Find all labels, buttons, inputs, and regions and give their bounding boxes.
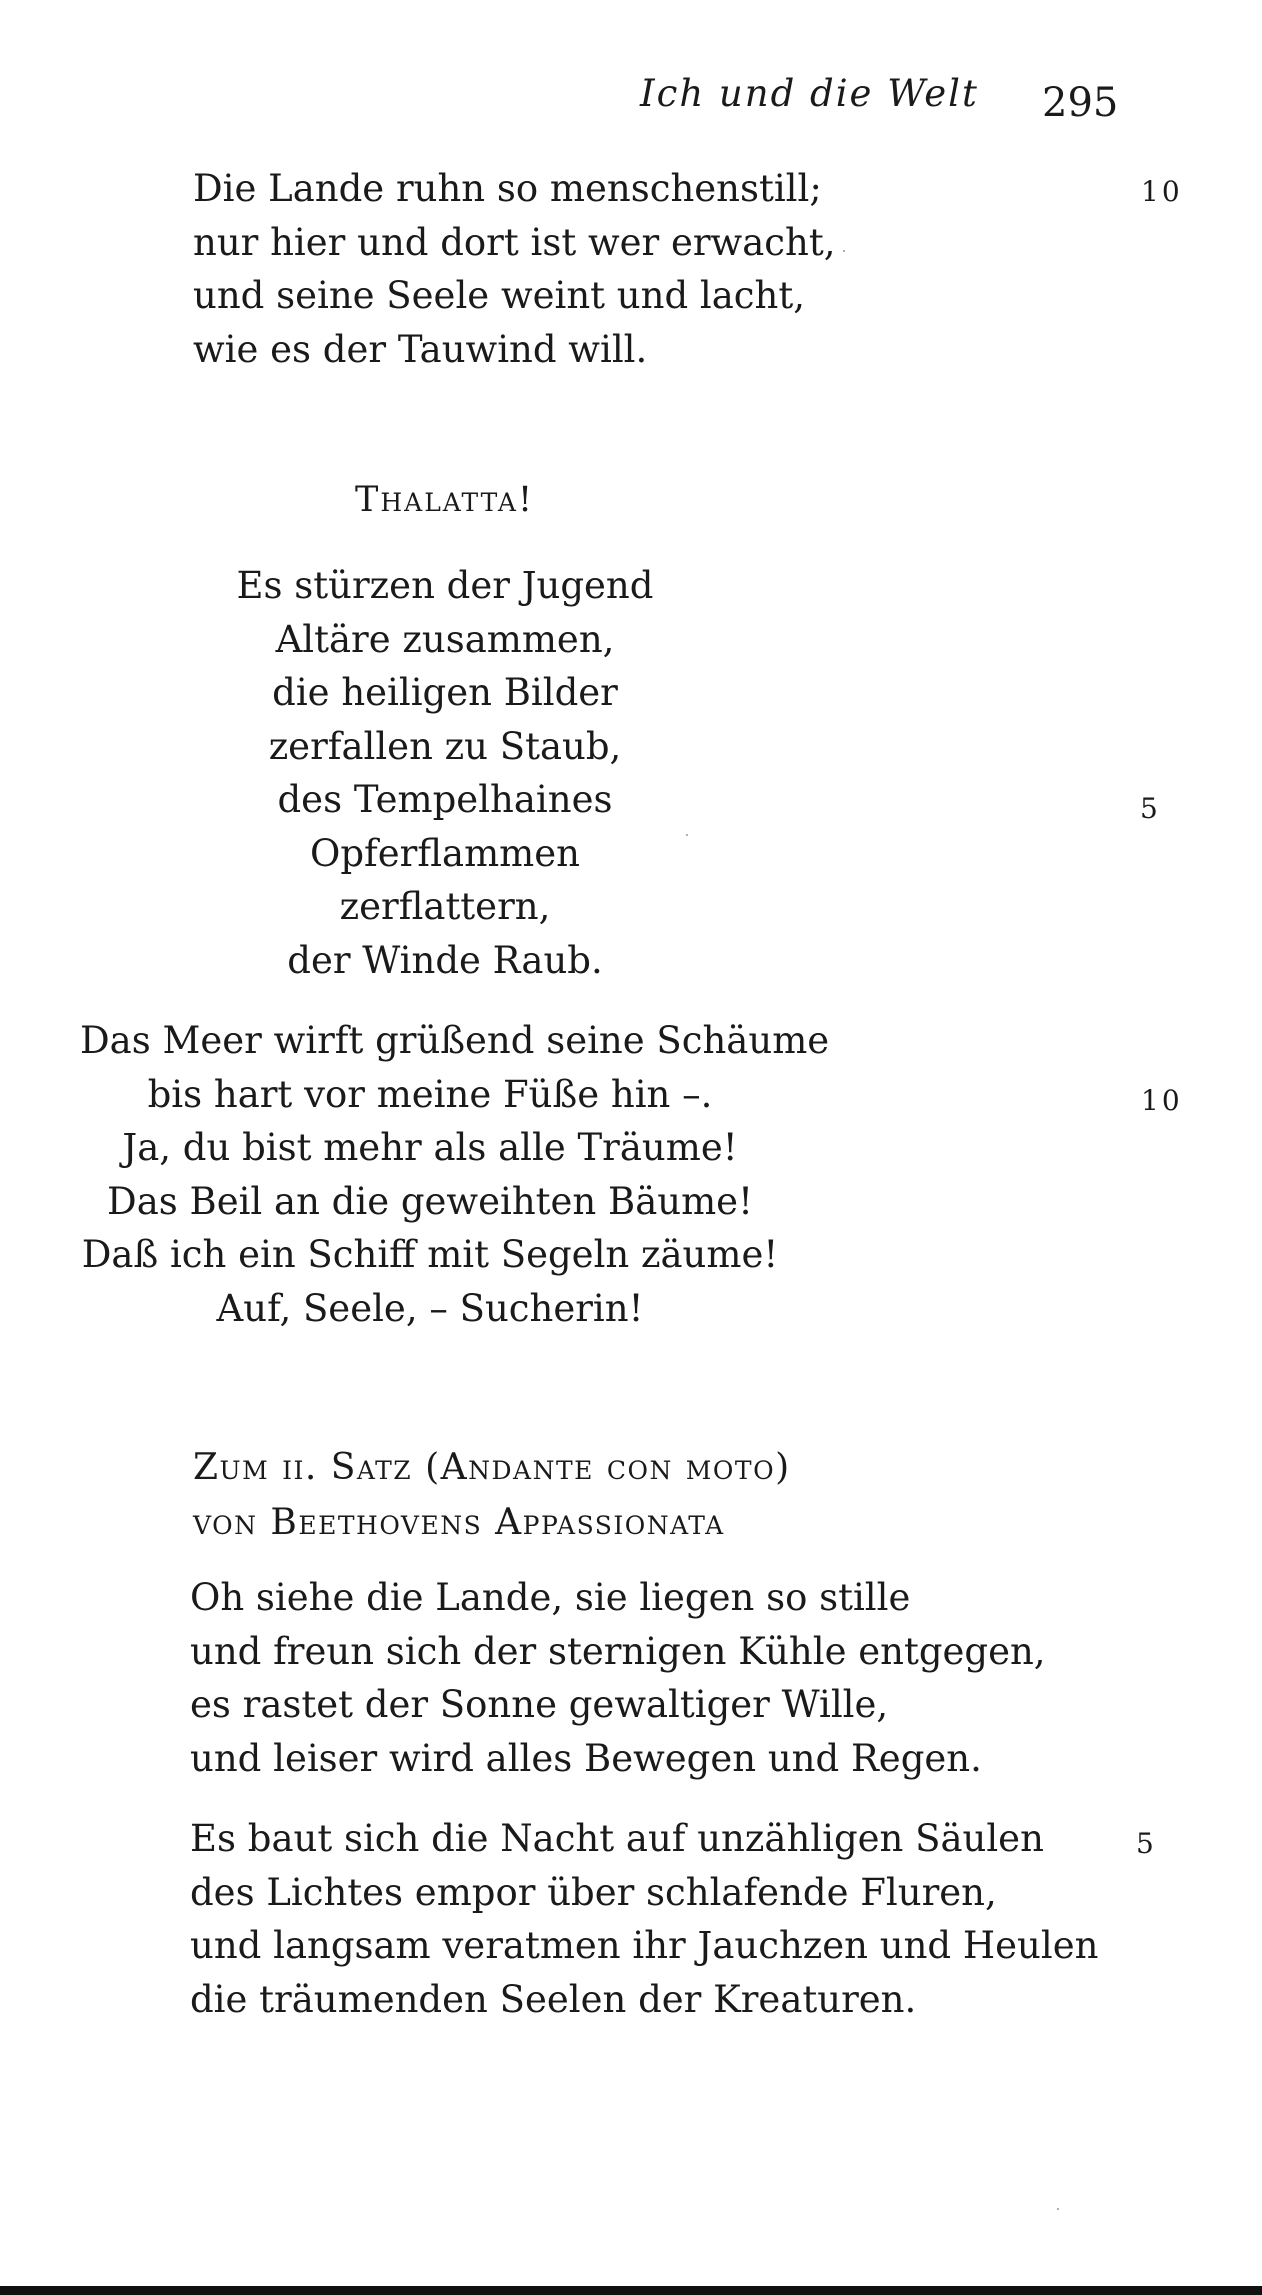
verse-line: zerfallen zu Staub, (268, 724, 622, 768)
verse-line: es rastet der Sonne gewaltiger Wille, (190, 1683, 889, 1726)
verse-line: Daß ich ein Schiff mit Segeln zäume! (81, 1233, 779, 1276)
thalatta-stanza-2 (80, 1014, 830, 1335)
scan-speck (1057, 2208, 1059, 2210)
poem-title-thalatta: Thalatta! (355, 480, 535, 520)
andante-stanza-2 (190, 1812, 1098, 2026)
verse-line: Auf, Seele, – Sucherin! (216, 1286, 644, 1330)
andante-stanza-1 (190, 1571, 1046, 1785)
scan-bottom-edge (0, 2286, 1262, 2295)
verse-line: Das Beil an die geweihten Bäume! (107, 1179, 753, 1223)
verse-line: Oh siehe die Lande, sie liegen so stille (190, 1576, 911, 1619)
verse-line: Opferflammen (310, 831, 580, 875)
verse-line: Es baut sich die Nacht auf unzähligen Säulen (190, 1817, 1044, 1860)
running-head-title: Ich und die Welt (640, 72, 979, 115)
thalatta-stanza-1 (180, 559, 710, 987)
poem-subtitle-line: von Beethovens Appassionata (193, 1502, 725, 1543)
poem-title-andante (193, 1440, 791, 1550)
verse-line: die heiligen Bilder (272, 671, 618, 714)
poem-fragment-stanza (193, 162, 835, 376)
verse-line: des Lichtes empor über schlafende Fluren, (190, 1870, 997, 1914)
poem-title-line: Zum ii. Satz (Andante con moto) (193, 1447, 791, 1488)
verse-line: Ja, du bist mehr als alle Träume! (122, 1126, 738, 1169)
verse-line: und leiser wird alles Bewegen und Regen. (190, 1736, 982, 1780)
verse-line: des Tempelhaines (277, 778, 613, 821)
line-number: 5 (1136, 1827, 1157, 1860)
verse-line: zerflattern, (339, 885, 551, 928)
verse-line: und freun sich der sternigen Kühle entgegen, (190, 1629, 1046, 1673)
verse-line: wie es der Tauwind will. (193, 327, 648, 371)
verse-line: der Winde Raub. (287, 938, 603, 982)
page-number: 295 (1042, 80, 1119, 126)
verse-line: die träumenden Seelen der Kreaturen. (190, 1977, 917, 2021)
verse-line: nur hier und dort ist wer erwacht, (193, 220, 836, 264)
verse-line: Die Lande ruhn so menschenstill; (193, 167, 822, 210)
verse-line: Altäre zusammen, (275, 617, 615, 661)
verse-line: Das Meer wirft grüßend seine Schäume (80, 1019, 830, 1062)
scan-speck (843, 250, 845, 252)
line-number: 10 (1141, 175, 1183, 208)
scan-speck (686, 834, 688, 836)
line-number: 5 (1140, 792, 1161, 825)
verse-line: und seine Seele weint und lacht, (193, 274, 805, 317)
verse-line: Es stürzen der Jugend (236, 564, 654, 607)
verse-line: und langsam veratmen ihr Jauchzen und Heulen (190, 1924, 1099, 1967)
verse-line: bis hart vor meine Füße hin –. (147, 1072, 713, 1116)
line-number: 10 (1141, 1084, 1183, 1117)
